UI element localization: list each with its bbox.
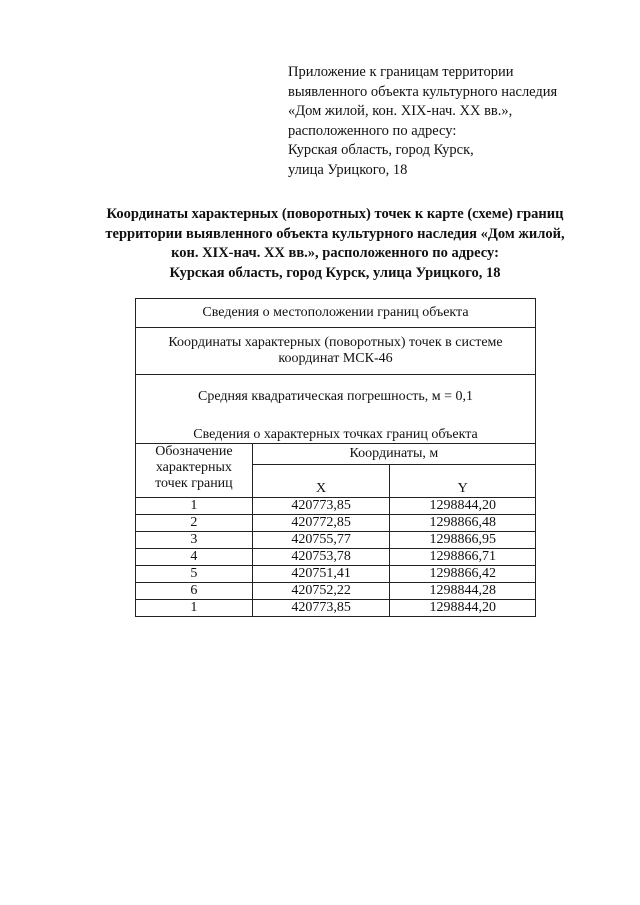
heading-line: Координаты характерных (поворотных) точек к карте (схеме) границ	[106, 206, 564, 222]
points-info-text: Сведения о характерных точках границ объекта	[193, 427, 478, 442]
appendix-line: улица Урицкого, 18	[288, 161, 408, 178]
coordinate-system-cell	[136, 328, 536, 375]
point-x: 420773,85	[252, 600, 390, 617]
point-y: 1298844,20	[390, 498, 536, 515]
table-row	[136, 600, 536, 617]
point-label-line2: характерных	[155, 460, 232, 475]
point-y: 1298844,20	[390, 600, 536, 617]
appendix-note	[288, 63, 588, 180]
point-number: 3	[136, 532, 253, 549]
point-label-header	[136, 444, 253, 498]
appendix-line: «Дом жилой, кон. XIX-нач. XX вв.»,	[288, 103, 513, 119]
point-number: 4	[136, 549, 253, 566]
point-label-line1: Обозначение	[155, 444, 233, 459]
coordinates-header-text: Координаты, м	[349, 446, 439, 461]
point-x: 420755,77	[252, 532, 390, 549]
x-header-text: X	[316, 481, 327, 496]
point-x: 420772,85	[252, 515, 390, 532]
coordinate-system-line2: координат МСК-46	[278, 351, 393, 366]
point-number: 1	[136, 600, 253, 617]
point-x: 420773,85	[252, 498, 390, 515]
table-row	[136, 498, 536, 515]
table-row	[136, 566, 536, 583]
heading-line: территории выявленного объекта культурного наследия «Дом жилой,	[105, 225, 565, 242]
point-number: 1	[136, 498, 253, 515]
coordinates-header	[252, 444, 535, 465]
y-header	[390, 465, 536, 498]
heading-line: Курская область, город Курск, улица Урицкого, 18	[169, 264, 501, 281]
accuracy-info-cell	[136, 375, 536, 444]
point-y: 1298866,42	[390, 566, 536, 583]
heading-line: кон. XIX-нач. XX вв.», расположенного по адресу:	[171, 245, 499, 261]
point-x: 420753,78	[252, 549, 390, 566]
point-y: 1298866,48	[390, 515, 536, 532]
table-title-text: Сведения о местоположении границ объекта	[202, 305, 469, 320]
appendix-line: выявленного объекта культурного наследия	[288, 83, 558, 100]
point-label-line3: точек границ	[155, 476, 233, 491]
table-row	[136, 515, 536, 532]
appendix-line: Приложение к границам территории	[288, 64, 514, 80]
point-y: 1298866,71	[390, 549, 536, 566]
appendix-line: расположенного по адресу:	[288, 122, 457, 139]
point-x: 420752,22	[252, 583, 390, 600]
point-y: 1298866,95	[390, 532, 536, 549]
table-title	[136, 299, 536, 328]
point-x: 420751,41	[252, 566, 390, 583]
point-number: 6	[136, 583, 253, 600]
x-header	[252, 465, 390, 498]
point-number: 5	[136, 566, 253, 583]
coordinates-table	[135, 298, 536, 617]
y-header-text: Y	[457, 481, 468, 496]
document-heading	[60, 205, 610, 283]
error-text: Средняя квадратическая погрешность, м = 0,1	[198, 389, 473, 404]
appendix-line: Курская область, город Курск,	[288, 142, 474, 158]
coordinate-system-line1: Координаты характерных (поворотных) точек в системе	[168, 335, 503, 350]
point-y: 1298844,28	[390, 583, 536, 600]
table-row	[136, 549, 536, 566]
point-number: 2	[136, 515, 253, 532]
table-row	[136, 532, 536, 549]
table-row	[136, 583, 536, 600]
